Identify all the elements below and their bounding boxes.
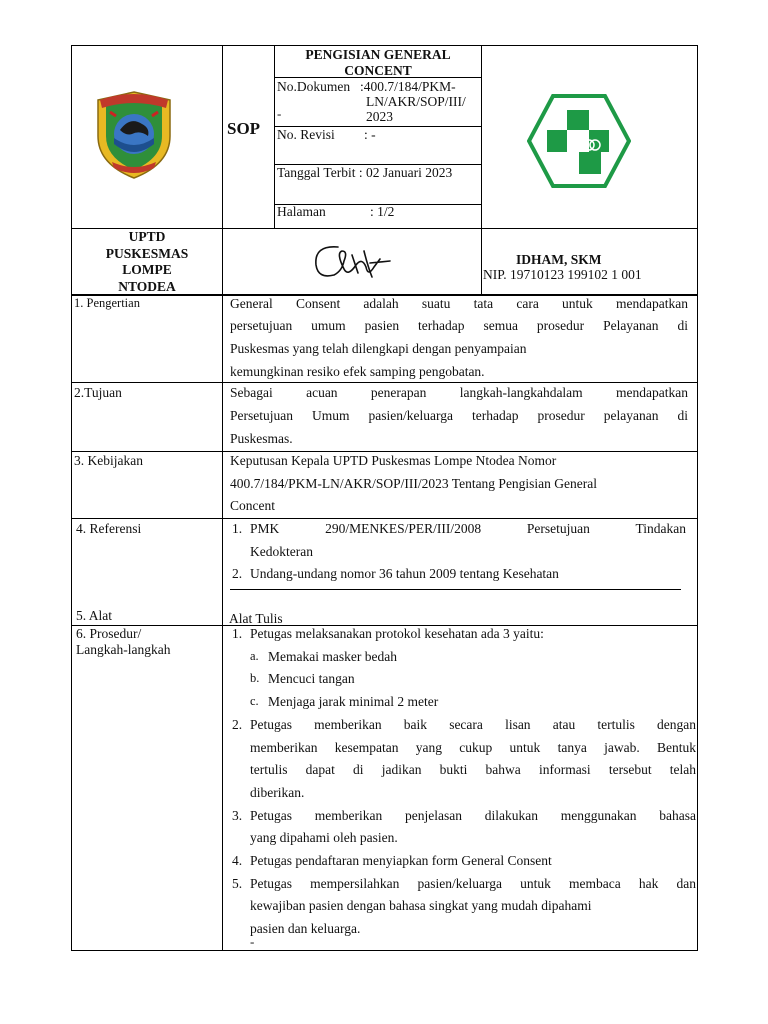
referensi-num-1: 1. (232, 521, 243, 536)
prosedur-item-2-line3: tertulis dapat di jadikan bukti bahwa informasi tersebut telah (250, 762, 696, 777)
no-revisi-value: : - (364, 127, 376, 142)
no-dokumen-label: No.Dokumen (277, 79, 351, 94)
prosedur-num-4: 4. (232, 853, 243, 868)
kebijakan-line1: Keputusan Kepala UPTD Puskesmas Lompe Ntodea Nomor (230, 453, 557, 468)
prosedur-sub-a-text: Memakai masker bedah (268, 649, 397, 664)
no-dokumen-value-1: :400.7/184/PKM- (360, 79, 456, 94)
no-dokumen-value-3: 2023 (366, 109, 393, 124)
prosedur-item-2-line1: Petugas memberikan baik secara lisan atau tertulis dengan (250, 717, 696, 732)
prosedur-item-4: Petugas pendaftaran menyiapkan form General Consent (250, 853, 552, 868)
signatory-nip: NIP. 19710123 199102 1 001 (483, 267, 642, 282)
alat-label: 5. Alat (76, 608, 112, 623)
prosedur-num-2: 2. (232, 717, 243, 732)
prosedur-sub-c-letter: c. (250, 694, 259, 708)
no-dokumen-value-2: LN/AKR/SOP/III/ (366, 94, 466, 109)
referensi-item-2-line1: Undang-undang nomor 36 tahun 2009 tentang Kesehatan (250, 566, 559, 581)
pengertian-line2: persetujuan umum pasien terhadap semua prosedur Pelayanan di (230, 318, 688, 333)
kebijakan-line2: 400.7/184/PKM-LN/AKR/SOP/III/2023 Tentang Pengisian General (230, 476, 598, 491)
pengertian-label: 1. Pengertian (74, 296, 140, 310)
prosedur-sub-c-text: Menjaga jarak minimal 2 meter (268, 694, 439, 709)
prosedur-item-3-line2: yang dipahami oleh pasien. (250, 830, 398, 845)
pengertian-line3: Puskesmas yang telah dilengkapi dengan penyampaian (230, 341, 527, 356)
tujuan-line1: Sebagai acuan penerapan langkah-langkahdalam mendapatkan (230, 385, 688, 400)
regency-logo (90, 86, 178, 182)
prosedur-sub-b-letter: b. (250, 671, 260, 685)
signatory-name: IDHAM, SKM (516, 252, 602, 267)
pengertian-line4: kemungkinan resiko efek samping pengobatan. (230, 364, 485, 379)
institution-name (73, 229, 221, 295)
referensi-label: 4. Referensi (76, 521, 142, 536)
prosedur-item-1: Petugas melaksanakan protokol kesehatan ada 3 yaitu: (250, 626, 544, 641)
prosedur-item-5-line2: kewajiban pasien dengan bahasa singkat yang mudah dipahami (250, 898, 592, 913)
institution-line1: UPTD (128, 229, 166, 244)
prosedur-item-5-line1: Petugas mempersilahkan pasien/keluarga untuk membaca hak dan (250, 876, 696, 891)
referensi-item-1-line2: Kedokteran (250, 544, 313, 559)
tujuan-label: 2.Tujuan (74, 385, 122, 400)
prosedur-item-2-line2: memberikan kesempatan yang cukup untuk tanya jawab. Bentuk (250, 740, 696, 755)
prosedur-label (76, 626, 170, 658)
institution-line3: LOMPE (122, 262, 172, 277)
signature (308, 237, 394, 287)
document-title (276, 47, 480, 79)
tujuan-line3: Puskesmas. (230, 431, 293, 446)
no-revisi-label: No. Revisi (277, 127, 335, 142)
prosedur-trailing-dash: - (250, 934, 255, 949)
pengertian-line1: General Consent adalah suatu tata cara untuk mendapatkan (230, 296, 688, 311)
prosedur-sub-b-text: Mencuci tangan (268, 671, 355, 686)
kebijakan-label: 3. Kebijakan (74, 453, 143, 468)
prosedur-num-1: 1. (232, 626, 243, 641)
sop-dash: - (277, 106, 282, 121)
document-title-line2: CONCENT (344, 63, 412, 78)
prosedur-label-line1: 6. Prosedur/ (76, 626, 142, 641)
prosedur-num-5: 5. (232, 876, 243, 891)
tujuan-line2: Persetujuan Umum pasien/keluarga terhadap prosedur pelayanan di (230, 408, 688, 423)
institution-line2: PUSKESMAS (105, 245, 189, 261)
prosedur-label-line2: Langkah-langkah (76, 642, 171, 657)
referensi-item-1-line1: PMK 290/MENKES/PER/III/2008 Persetujuan Tindakan (250, 521, 686, 536)
prosedur-sub-a-letter: a. (250, 649, 259, 663)
prosedur-num-3: 3. (232, 808, 243, 823)
prosedur-item-5-line3: pasien dan keluarga. (250, 921, 361, 936)
alat-value: Alat Tulis (229, 611, 283, 626)
puskesmas-logo (527, 93, 631, 189)
referensi-num-2: 2. (232, 566, 243, 581)
halaman-value: : 1/2 (370, 204, 395, 219)
kebijakan-line3: Concent (230, 498, 275, 513)
prosedur-item-3-line1: Petugas memberikan penjelasan dilakukan menggunakan bahasa (250, 808, 696, 823)
tanggal-terbit: Tanggal Terbit : 02 Januari 2023 (277, 165, 453, 180)
institution-line4: NTODEA (118, 278, 176, 294)
sop-label: SOP (227, 119, 261, 138)
halaman-label: Halaman (277, 204, 326, 219)
prosedur-item-2-line4: diberikan. (250, 785, 305, 800)
document-title-line1: PENGISIAN GENERAL (305, 47, 451, 62)
